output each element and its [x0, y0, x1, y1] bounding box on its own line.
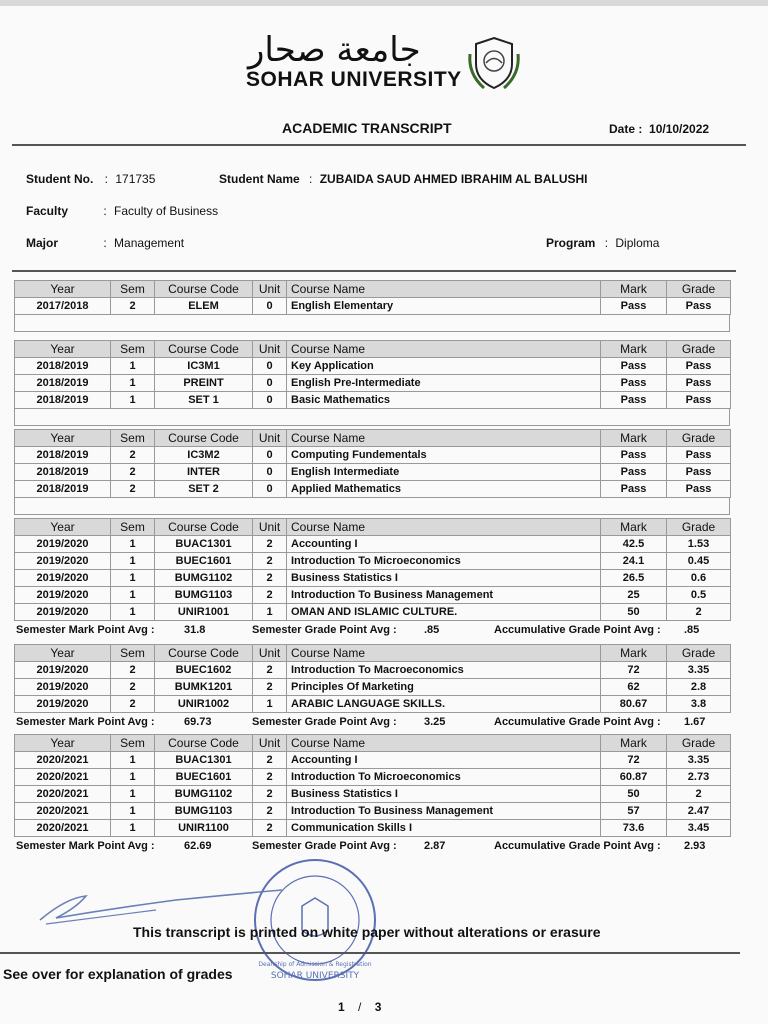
cell-grade: 2.73 — [667, 769, 731, 786]
cell-sem: 1 — [111, 392, 155, 409]
table-row — [15, 662, 731, 679]
cell-sem: 1 — [111, 358, 155, 375]
semester-block — [14, 429, 730, 515]
blank-separator-row — [14, 315, 730, 332]
accumulative-grade-point-avg-label: Accumulative Grade Point Avg : — [494, 840, 661, 852]
table-header-row — [15, 430, 731, 447]
semester-mark-point-avg-value: 69.73 — [184, 716, 212, 728]
cell-mark: Pass — [601, 481, 667, 498]
cell-course-name: English Intermediate — [287, 464, 601, 481]
cell-sem: 2 — [111, 447, 155, 464]
semester-block — [14, 340, 730, 426]
cell-year: 2019/2020 — [15, 536, 111, 553]
cell-year: 2019/2020 — [15, 570, 111, 587]
cell-course-name: Introduction To Microeconomics — [287, 769, 601, 786]
colon: : — [103, 236, 107, 250]
cell-mark: 26.5 — [601, 570, 667, 587]
column-header-unit: Unit — [253, 645, 287, 662]
table-row — [15, 570, 731, 587]
program-row — [546, 236, 659, 250]
cell-year: 2019/2020 — [15, 604, 111, 621]
date-value: 10/10/2022 — [649, 122, 710, 136]
cell-course-name: Business Statistics I — [287, 570, 601, 587]
cell-sem: 2 — [111, 679, 155, 696]
cell-sem: 1 — [111, 769, 155, 786]
cell-mark: 72 — [601, 662, 667, 679]
cell-mark: Pass — [601, 464, 667, 481]
semester-summary — [14, 624, 730, 640]
table-row — [15, 536, 731, 553]
cell-year: 2017/2018 — [15, 298, 111, 315]
column-header-course-name: Course Name — [287, 281, 601, 298]
semester-block — [14, 280, 730, 332]
colon: : — [104, 172, 109, 186]
letterhead — [0, 30, 768, 100]
table-row — [15, 786, 731, 803]
column-header-course-code: Course Code — [155, 281, 253, 298]
table-row — [15, 447, 731, 464]
column-header-grade: Grade — [667, 645, 731, 662]
column-header-mark: Mark — [601, 341, 667, 358]
official-stamp-icon — [250, 850, 380, 990]
cell-mark: 62 — [601, 679, 667, 696]
column-header-sem: Sem — [111, 430, 155, 447]
cell-mark: 57 — [601, 803, 667, 820]
course-table — [14, 734, 731, 837]
cell-course-name: Principles Of Marketing — [287, 679, 601, 696]
cell-sem: 1 — [111, 786, 155, 803]
column-header-mark: Mark — [601, 430, 667, 447]
cell-course-code: UNIR1100 — [155, 820, 253, 837]
table-header-row — [15, 281, 731, 298]
cell-unit: 2 — [253, 803, 287, 820]
table-row — [15, 820, 731, 837]
column-header-year: Year — [15, 281, 111, 298]
blank-separator-row — [14, 498, 730, 515]
cell-course-name: English Pre-Intermediate — [287, 375, 601, 392]
table-row — [15, 803, 731, 820]
cell-mark: 72 — [601, 752, 667, 769]
cell-course-name: Computing Fundementals — [287, 447, 601, 464]
cell-unit: 0 — [253, 447, 287, 464]
faculty-row — [26, 204, 218, 218]
course-table — [14, 280, 731, 315]
column-header-year: Year — [15, 430, 111, 447]
date-field — [609, 122, 709, 136]
student-no-value: 171735 — [115, 172, 156, 186]
cell-unit: 2 — [253, 662, 287, 679]
semester-block — [14, 644, 730, 732]
course-table — [14, 644, 731, 713]
program-value: Diploma — [615, 236, 660, 250]
cell-grade: Pass — [667, 481, 731, 498]
semester-grade-point-avg-label: Semester Grade Point Avg : — [252, 840, 397, 852]
cell-course-name: ARABIC LANGUAGE SKILLS. — [287, 696, 601, 713]
table-header-row — [15, 519, 731, 536]
semester-mark-point-avg-value: 62.69 — [184, 840, 212, 852]
column-header-unit: Unit — [253, 519, 287, 536]
table-row — [15, 358, 731, 375]
semester-grade-point-avg-label: Semester Grade Point Avg : — [252, 716, 397, 728]
cell-grade: 2 — [667, 786, 731, 803]
cell-unit: 0 — [253, 298, 287, 315]
cell-unit: 2 — [253, 752, 287, 769]
cell-sem: 1 — [111, 536, 155, 553]
semester-mark-point-avg-value: 31.8 — [184, 624, 206, 636]
column-header-sem: Sem — [111, 735, 155, 752]
cell-mark: 50 — [601, 786, 667, 803]
cell-course-name: Communication Skills I — [287, 820, 601, 837]
cell-sem: 2 — [111, 298, 155, 315]
cell-year: 2018/2019 — [15, 447, 111, 464]
cell-mark: 80.67 — [601, 696, 667, 713]
course-table — [14, 340, 731, 409]
cell-sem: 1 — [111, 752, 155, 769]
column-header-course-code: Course Code — [155, 519, 253, 536]
cell-grade: Pass — [667, 464, 731, 481]
column-header-year: Year — [15, 645, 111, 662]
cell-mark: Pass — [601, 392, 667, 409]
student-name-value: ZUBAIDA SAUD AHMED IBRAHIM AL BALUSHI — [319, 172, 588, 186]
table-row — [15, 752, 731, 769]
table-row — [15, 553, 731, 570]
column-header-unit: Unit — [253, 281, 287, 298]
column-header-course-code: Course Code — [155, 735, 253, 752]
document-title: ACADEMIC TRANSCRIPT — [282, 120, 452, 136]
university-name-english: SOHAR UNIVERSITY — [246, 68, 462, 91]
cell-grade: 3.8 — [667, 696, 731, 713]
column-header-grade: Grade — [667, 341, 731, 358]
cell-year: 2020/2021 — [15, 769, 111, 786]
table-header-row — [15, 735, 731, 752]
student-no-label: Student No. — [26, 172, 94, 186]
cell-course-name: Basic Mathematics — [287, 392, 601, 409]
semester-grade-point-avg-value: 2.87 — [424, 840, 446, 852]
cell-year: 2020/2021 — [15, 803, 111, 820]
table-row — [15, 769, 731, 786]
table-row — [15, 604, 731, 621]
column-header-grade: Grade — [667, 281, 731, 298]
cell-course-code: ELEM — [155, 298, 253, 315]
cell-course-code: INTER — [155, 464, 253, 481]
column-header-year: Year — [15, 735, 111, 752]
cell-sem: 2 — [111, 464, 155, 481]
table-row — [15, 392, 731, 409]
cell-course-code: BUEC1601 — [155, 769, 253, 786]
table-row — [15, 587, 731, 604]
cell-year: 2018/2019 — [15, 358, 111, 375]
table-header-row — [15, 341, 731, 358]
university-name-arabic: جامعة صحار — [248, 30, 421, 70]
cell-grade: Pass — [667, 375, 731, 392]
blank-separator-row — [14, 409, 730, 426]
cell-course-code: IC3M2 — [155, 447, 253, 464]
cell-course-name: Accounting I — [287, 536, 601, 553]
top-edge — [0, 0, 768, 6]
column-header-course-code: Course Code — [155, 645, 253, 662]
table-row — [15, 679, 731, 696]
cell-grade: 3.45 — [667, 820, 731, 837]
cell-year: 2020/2021 — [15, 786, 111, 803]
cell-sem: 1 — [111, 553, 155, 570]
cell-grade: 3.35 — [667, 662, 731, 679]
cell-grade: 2.8 — [667, 679, 731, 696]
cell-course-code: BUMG1103 — [155, 803, 253, 820]
page-separator: / — [358, 1000, 362, 1014]
cell-year: 2019/2020 — [15, 662, 111, 679]
major-row — [26, 236, 184, 250]
cell-unit: 2 — [253, 820, 287, 837]
accumulative-grade-point-avg-value: 1.67 — [684, 716, 706, 728]
semester-summary — [14, 716, 730, 732]
column-header-sem: Sem — [111, 519, 155, 536]
date-label: Date : — [609, 122, 643, 136]
cell-course-code: BUEC1602 — [155, 662, 253, 679]
column-header-course-name: Course Name — [287, 430, 601, 447]
cell-course-name: Business Statistics I — [287, 786, 601, 803]
header-rule — [12, 144, 746, 146]
program-label: Program — [546, 236, 596, 250]
cell-unit: 0 — [253, 392, 287, 409]
column-header-mark: Mark — [601, 735, 667, 752]
cell-mark: 60.87 — [601, 769, 667, 786]
student-name-label: Student Name — [219, 172, 300, 186]
column-header-mark: Mark — [601, 281, 667, 298]
cell-year: 2018/2019 — [15, 464, 111, 481]
cell-course-code: UNIR1001 — [155, 604, 253, 621]
cell-course-name: English Elementary — [287, 298, 601, 315]
accumulative-grade-point-avg-value: .85 — [684, 624, 700, 636]
cell-grade: Pass — [667, 298, 731, 315]
cell-course-name: Introduction To Macroeconomics — [287, 662, 601, 679]
footer-rule — [0, 952, 740, 954]
cell-year: 2020/2021 — [15, 752, 111, 769]
cell-year: 2018/2019 — [15, 375, 111, 392]
cell-grade: 0.45 — [667, 553, 731, 570]
cell-sem: 1 — [111, 587, 155, 604]
student-no-row — [26, 172, 155, 186]
cell-sem: 1 — [111, 820, 155, 837]
cell-unit: 1 — [253, 696, 287, 713]
stamp-text-bottom: SOHAR UNIVERSITY — [270, 971, 360, 981]
column-header-mark: Mark — [601, 519, 667, 536]
cell-mark: 50 — [601, 604, 667, 621]
cell-course-code: BUMG1102 — [155, 570, 253, 587]
cell-grade: Pass — [667, 392, 731, 409]
transcript-notice: This transcript is printed on white paper without alterations or erasure — [133, 924, 601, 940]
cell-course-code: SET 2 — [155, 481, 253, 498]
column-header-course-name: Course Name — [287, 645, 601, 662]
cell-course-code: BUEC1601 — [155, 553, 253, 570]
cell-year: 2018/2019 — [15, 481, 111, 498]
cell-mark: Pass — [601, 447, 667, 464]
column-header-unit: Unit — [253, 735, 287, 752]
cell-course-name: Introduction To Business Management — [287, 803, 601, 820]
stamp-text-outer: Deanship of Admission & Registration — [258, 961, 372, 968]
cell-course-name: OMAN AND ISLAMIC CULTURE. — [287, 604, 601, 621]
cell-year: 2019/2020 — [15, 696, 111, 713]
accumulative-grade-point-avg-value: 2.93 — [684, 840, 706, 852]
cell-mark: 25 — [601, 587, 667, 604]
cell-mark: 24.1 — [601, 553, 667, 570]
semester-mark-point-avg-label: Semester Mark Point Avg : — [16, 716, 155, 728]
cell-sem: 2 — [111, 696, 155, 713]
cell-course-code: BUAC1301 — [155, 536, 253, 553]
page-indicator — [338, 1000, 381, 1014]
colon: : — [103, 204, 107, 218]
cell-sem: 2 — [111, 662, 155, 679]
cell-sem: 1 — [111, 570, 155, 587]
cell-grade: Pass — [667, 447, 731, 464]
cell-year: 2019/2020 — [15, 679, 111, 696]
column-header-course-name: Course Name — [287, 519, 601, 536]
cell-unit: 2 — [253, 553, 287, 570]
colon: : — [309, 172, 313, 186]
column-header-grade: Grade — [667, 430, 731, 447]
cell-course-code: BUMG1102 — [155, 786, 253, 803]
cell-mark: Pass — [601, 358, 667, 375]
table-header-row — [15, 645, 731, 662]
cell-unit: 0 — [253, 481, 287, 498]
cell-grade: Pass — [667, 358, 731, 375]
semester-grade-point-avg-label: Semester Grade Point Avg : — [252, 624, 397, 636]
course-table — [14, 518, 731, 621]
cell-unit: 2 — [253, 587, 287, 604]
column-header-year: Year — [15, 519, 111, 536]
column-header-sem: Sem — [111, 341, 155, 358]
accumulative-grade-point-avg-label: Accumulative Grade Point Avg : — [494, 716, 661, 728]
semester-mark-point-avg-label: Semester Mark Point Avg : — [16, 840, 155, 852]
cell-grade: 3.35 — [667, 752, 731, 769]
cell-course-code: UNIR1002 — [155, 696, 253, 713]
page-total: 3 — [374, 1000, 382, 1014]
column-header-grade: Grade — [667, 735, 731, 752]
cell-mark: 42.5 — [601, 536, 667, 553]
semester-grade-point-avg-value: .85 — [424, 624, 440, 636]
info-rule — [12, 270, 736, 272]
column-header-course-name: Course Name — [287, 735, 601, 752]
semester-block — [14, 734, 730, 856]
cell-year: 2019/2020 — [15, 553, 111, 570]
cell-mark: Pass — [601, 375, 667, 392]
major-label: Major — [26, 236, 59, 250]
column-header-mark: Mark — [601, 645, 667, 662]
column-header-course-code: Course Code — [155, 430, 253, 447]
cell-sem: 1 — [111, 803, 155, 820]
semester-grade-point-avg-value: 3.25 — [424, 716, 446, 728]
university-seal-icon — [466, 34, 522, 92]
column-header-sem: Sem — [111, 645, 155, 662]
cell-unit: 1 — [253, 604, 287, 621]
column-header-year: Year — [15, 341, 111, 358]
cell-grade: 2 — [667, 604, 731, 621]
cell-sem: 1 — [111, 604, 155, 621]
cell-course-code: IC3M1 — [155, 358, 253, 375]
cell-grade: 1.53 — [667, 536, 731, 553]
cell-course-name: Introduction To Microeconomics — [287, 553, 601, 570]
cell-year: 2020/2021 — [15, 820, 111, 837]
page-current: 1 — [338, 1000, 345, 1014]
column-header-unit: Unit — [253, 341, 287, 358]
cell-sem: 1 — [111, 375, 155, 392]
cell-mark: 73.6 — [601, 820, 667, 837]
colon: : — [604, 236, 609, 250]
cell-course-code: SET 1 — [155, 392, 253, 409]
cell-unit: 2 — [253, 570, 287, 587]
faculty-label: Faculty — [26, 204, 69, 218]
cell-sem: 2 — [111, 481, 155, 498]
cell-unit: 0 — [253, 375, 287, 392]
student-name-row — [219, 172, 588, 186]
semester-block — [14, 518, 730, 640]
cell-year: 2018/2019 — [15, 392, 111, 409]
table-row — [15, 375, 731, 392]
cell-unit: 0 — [253, 358, 287, 375]
cell-course-name: Accounting I — [287, 752, 601, 769]
table-row — [15, 464, 731, 481]
accumulative-grade-point-avg-label: Accumulative Grade Point Avg : — [494, 624, 661, 636]
major-value: Management — [114, 236, 185, 250]
column-header-course-name: Course Name — [287, 341, 601, 358]
cell-course-name: Applied Mathematics — [287, 481, 601, 498]
column-header-unit: Unit — [253, 430, 287, 447]
cell-course-name: Key Application — [287, 358, 601, 375]
signature-icon — [36, 888, 286, 928]
cell-unit: 2 — [253, 786, 287, 803]
faculty-value: Faculty of Business — [114, 204, 219, 218]
table-row — [15, 696, 731, 713]
semester-mark-point-avg-label: Semester Mark Point Avg : — [16, 624, 155, 636]
cell-course-code: BUMK1201 — [155, 679, 253, 696]
cell-grade: 0.5 — [667, 587, 731, 604]
table-row — [15, 481, 731, 498]
cell-grade: 2.47 — [667, 803, 731, 820]
cell-unit: 0 — [253, 464, 287, 481]
column-header-grade: Grade — [667, 519, 731, 536]
cell-unit: 2 — [253, 769, 287, 786]
cell-course-name: Introduction To Business Management — [287, 587, 601, 604]
cell-year: 2019/2020 — [15, 587, 111, 604]
column-header-course-code: Course Code — [155, 341, 253, 358]
cell-mark: Pass — [601, 298, 667, 315]
course-table — [14, 429, 731, 498]
see-over-note: See over for explanation of grades — [3, 966, 233, 982]
column-header-sem: Sem — [111, 281, 155, 298]
cell-course-code: PREINT — [155, 375, 253, 392]
table-row — [15, 298, 731, 315]
cell-course-code: BUMG1103 — [155, 587, 253, 604]
cell-unit: 2 — [253, 536, 287, 553]
cell-course-code: BUAC1301 — [155, 752, 253, 769]
cell-grade: 0.6 — [667, 570, 731, 587]
cell-unit: 2 — [253, 679, 287, 696]
